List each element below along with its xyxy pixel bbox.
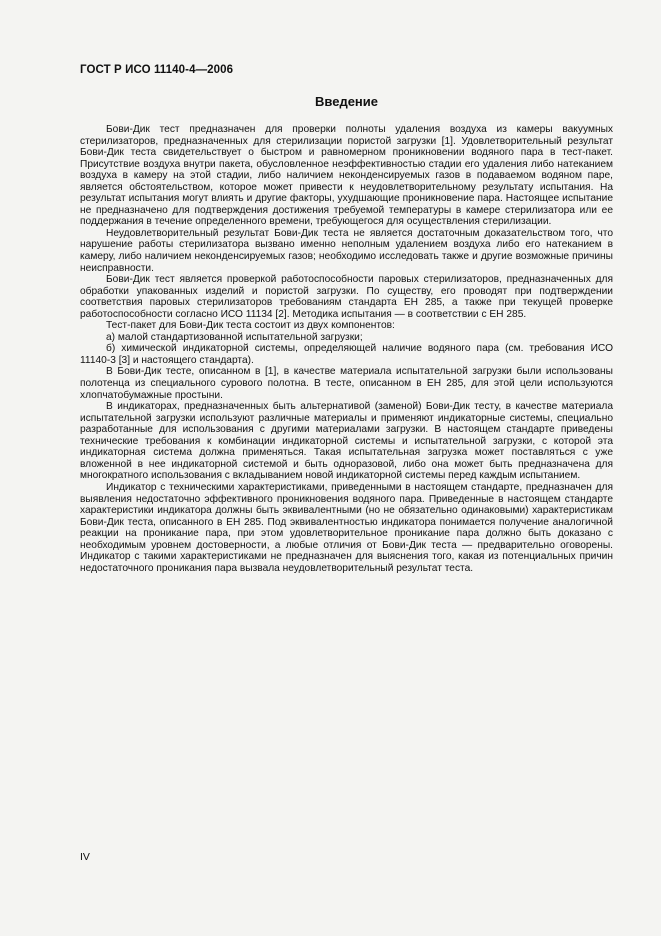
paragraph-6: В индикаторах, предназначенных быть альтернативой (заменой) Бови-Дик тесту, в качестве материала испытательной загрузки используют различные материалы и применяют индикаторные системы, специально разработанные для использования с другими материалами загрузки. В настоящем стандарте приведены технические требования к комбинации индикаторной системы и испытательной загрузки, с которой эта индикаторная система должна применяться. Такая испытательная загрузка может поставляться с уже вложенной в нее индикаторной системой и быть одноразовой, либо она может быть предназначена для многократного использования с вкладыванием новой индикаторной системы перед каждым испытанием. <box>80 401 613 482</box>
paragraph-2: Неудовлетворительный результат Бови-Дик теста не является достаточным доказательством того, что нарушение работы стерилизатора вызвано именно неполным удалением воздуха либо его натеканием в камеру, либо наличием неконденсируемых газов; необходимо исследовать также и другие возможные причины неисправности. <box>80 227 613 274</box>
paragraph-7: Индикатор с техническими характеристиками, приведенными в настоящем стандарте, предназначен для выявления недостаточно эффективного проникновения водяного пара. Приведенные в настоящем стандарте характеристики индикатора должны быть эквивалентными (но не обязательно одинаковыми) характеристикам Бови-Дик теста, описанного в ЕН 285. Под эквивалентностью индикатора понимается получение аналогичной реакции на проникание пара, при этом удовлетворительное проникание пара должно быть доказано с необходимым уровнем достоверности, а любые отличия от Бови-Дик теста — предварительно оговорены. Индикатор с такими характеристиками не предназначен для выяснения того, какая из потенциальных причин недостаточного проникания пара вызвала неудовлетворительный результат теста. <box>80 481 613 574</box>
paragraph-3: Бови-Дик тест является проверкой работоспособности паровых стерилизаторов, предназначенных для обработки упакованных изделий и пористой загрузки. По существу, его проводят при подтверждении соответствия паровых стерилизаторов требованиям стандарта ЕН 285, а также при текущей проверке работоспособности согласно ИСО 11134 [2]. Методика испытания — в соответствии с ЕН 285. <box>80 274 613 320</box>
list-item-b: б) химической индикаторной системы, определяющей наличие водяного пара (см. требования ИСО 11140-3 [3] и настоящего стандарта). <box>80 343 613 366</box>
document-header-code: ГОСТ Р ИСО 11140-4—2006 <box>80 64 234 76</box>
section-title: Введение <box>315 94 378 109</box>
paragraph-1: Бови-Дик тест предназначен для проверки полноты удаления воздуха из камеры вакуумных стерилизаторов, предназначенных для стерилизации пористой загрузки [1]. Удовлетворительный результат Бови-Дик теста свидетельствует о быстром и равномерном проникновении водяного пара в тест-пакет. Присутствие воздуха внутри пакета, обусловленное неэффективностью стадии его удаления либо натеканием воздуха в камеру на этой стадии, либо наличием неконденсируемых газов в подаваемом водяном паре, является обстоятельством, которое может привести к неудовлетворительному результату испытания. На результат испытания могут влиять и другие факторы, ухудшающие проникновение пара. Настоящее испытание не предназначено для подтверждения достижения требуемой температуры в камере стерилизатора или ее поддержания в течение определенного времени, требующегося для осуществления стерилизации. <box>80 124 613 228</box>
document-body <box>80 124 613 574</box>
list-item-a: а) малой стандартизованной испытательной загрузки; <box>106 331 363 343</box>
paragraph-4: Тест-пакет для Бови-Дик теста состоит из двух компонентов: <box>106 320 395 332</box>
paragraph-5: В Бови-Дик тесте, описанном в [1], в качестве материала испытательной загрузки были использованы полотенца из специального сурового полотна. В тесте, описанном в ЕН 285, для этой цели используются хлопчатобумажные простыни. <box>80 366 613 401</box>
page-number: IV <box>80 851 90 863</box>
